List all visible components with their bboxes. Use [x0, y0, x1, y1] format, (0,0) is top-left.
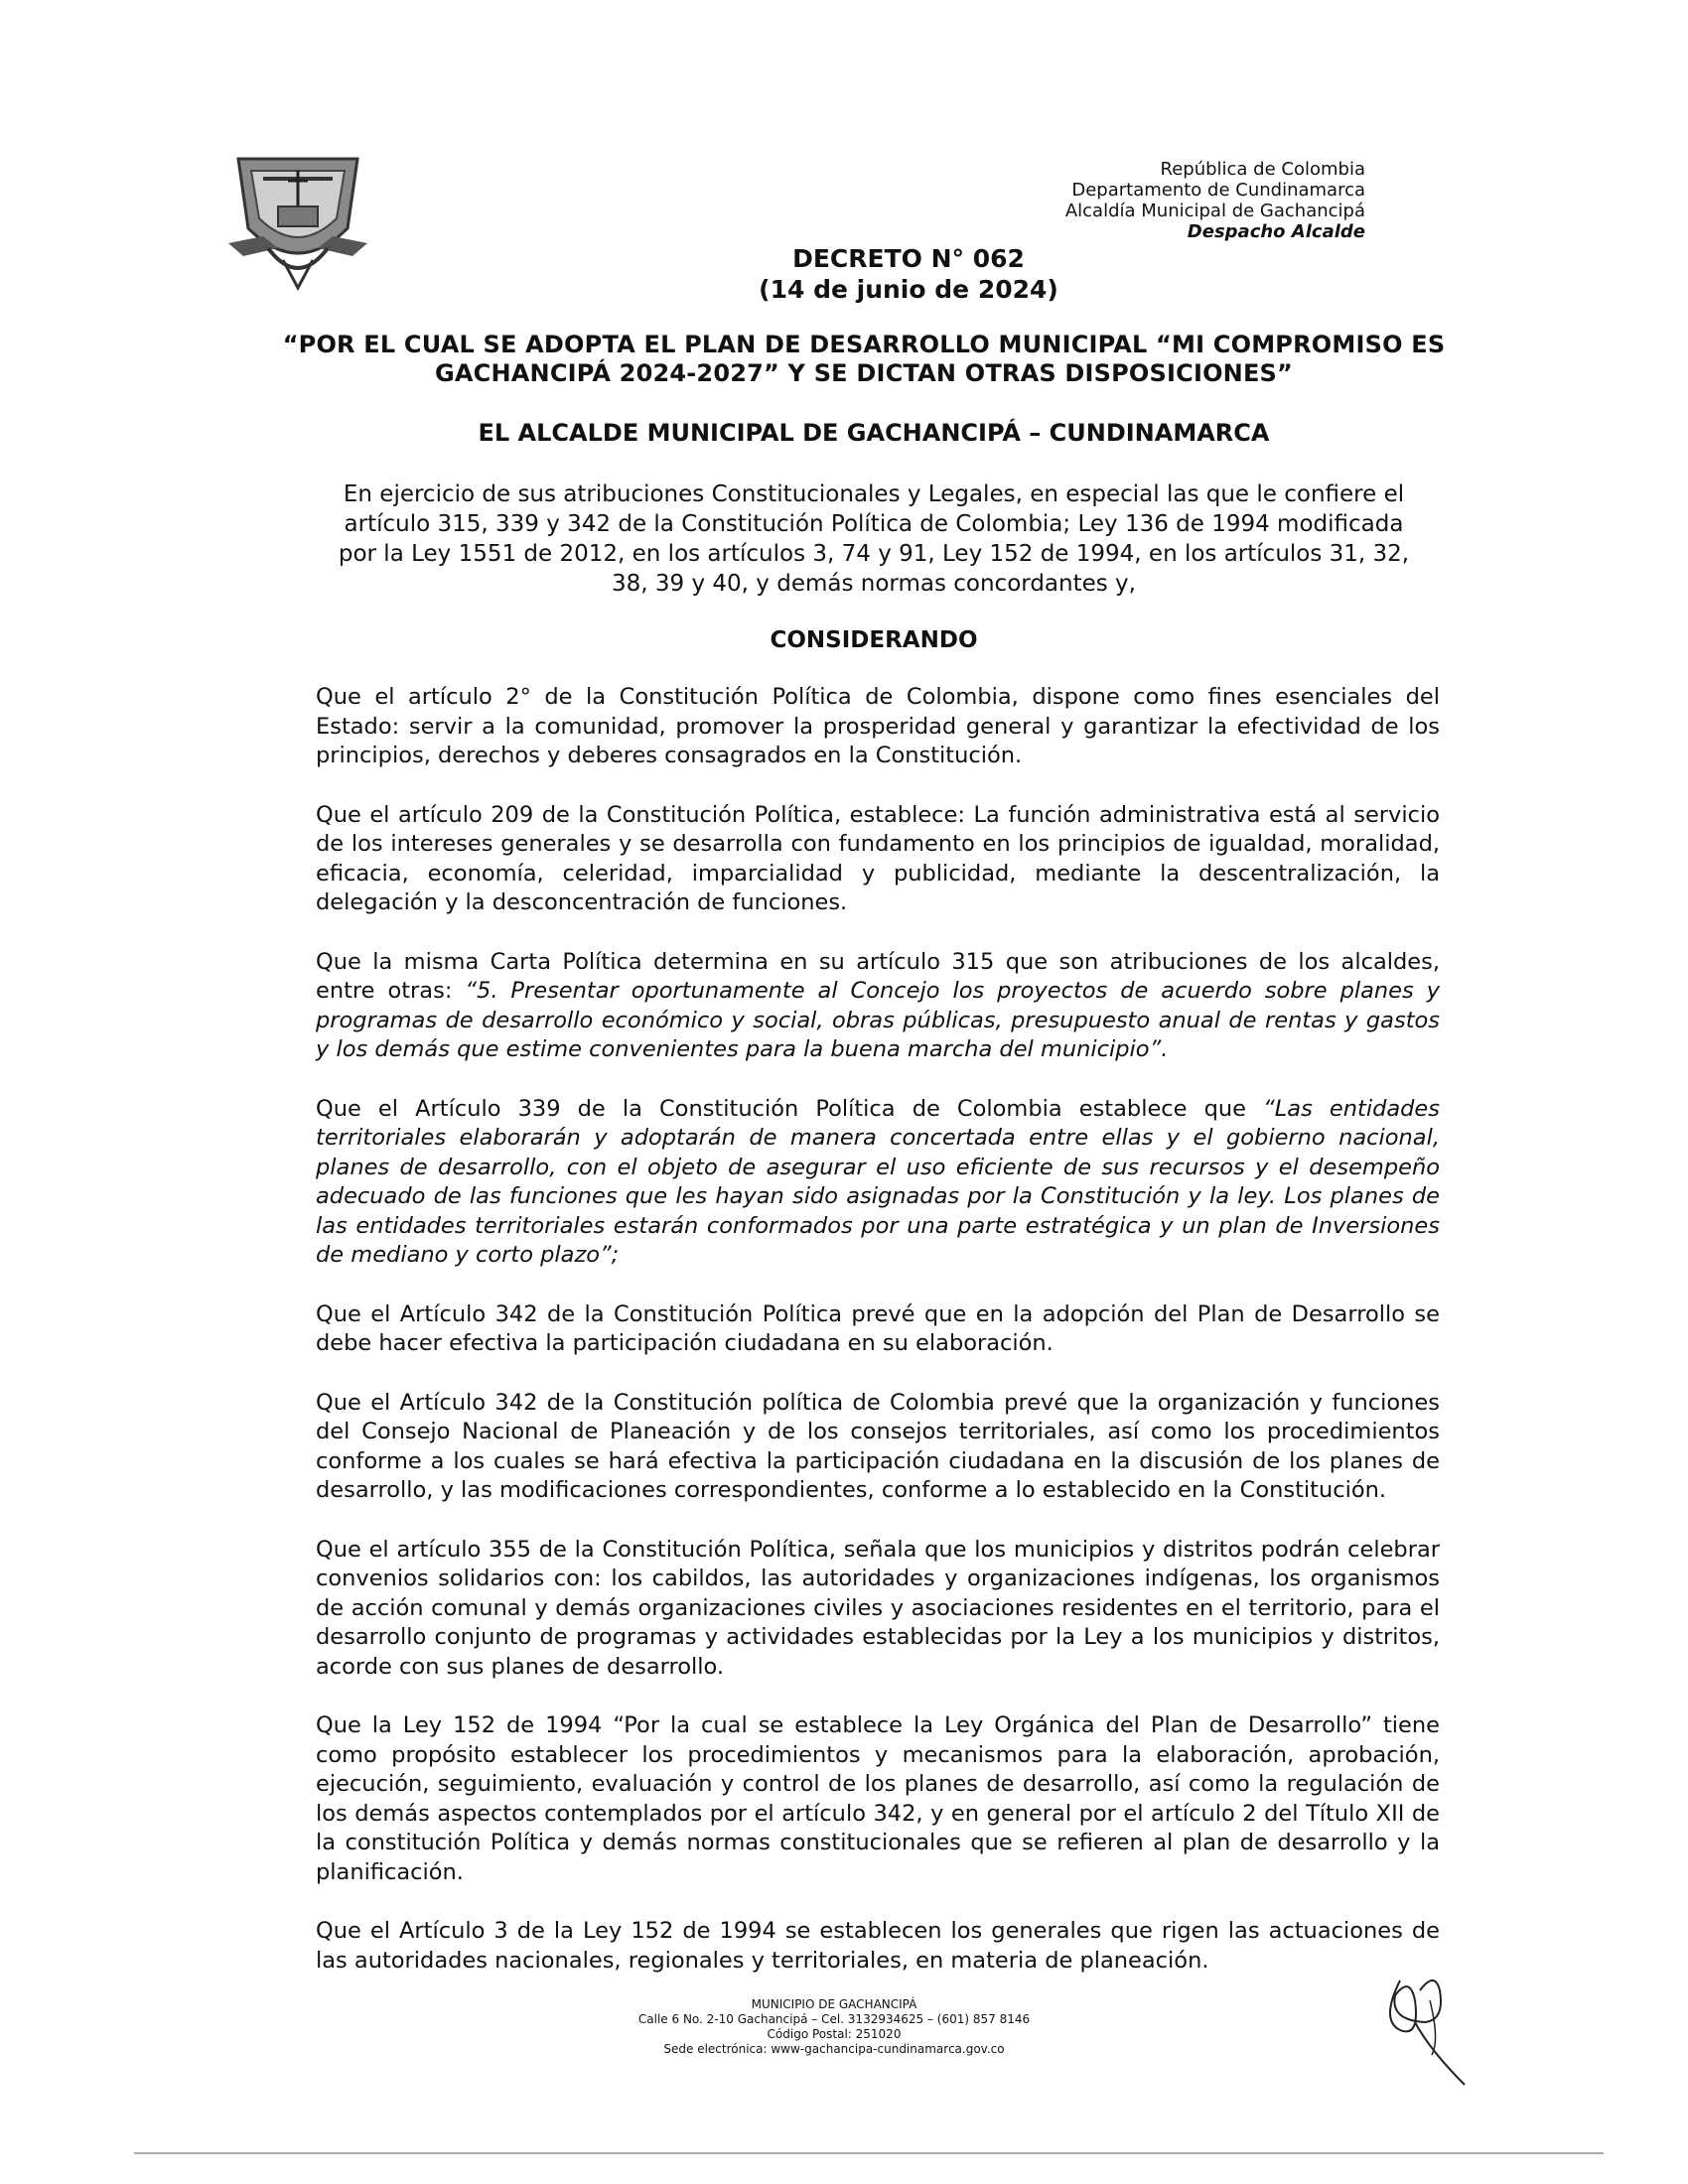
office-label: Despacho Alcalde [1187, 221, 1365, 242]
department-label: Departamento de Cundinamarca [1071, 180, 1365, 201]
paragraph [316, 948, 1440, 1065]
considerando-heading: CONSIDERANDO [770, 627, 978, 653]
preamble-text: En ejercicio de sus atribuciones Constitucionales y Legales, en especial las que le confiere el artículo 315, 339 y 342 de la Constitución Política de Colombia; Ley 136 de 1994 modificada por la Ley 1551 de 2012, en los artículos 3, 74 y 91, Ley 152 de 1994, en los artículos 31, 32, 38, 39 y 40, y demás normas concordantes y, [338, 481, 1410, 597]
bottom-divider [134, 2152, 1604, 2154]
institution-header [1065, 159, 1365, 242]
handwritten-signature [1370, 1961, 1479, 2090]
paragraph [316, 1095, 1440, 1271]
decree-date: (14 de junio de 2024) [759, 275, 1058, 304]
page-footer [556, 1997, 1112, 2057]
decree-heading [715, 243, 1102, 305]
paragraph-quote: “Las entidades territoriales elaborarán y adoptarán de manera concertada entre ellas y el gobierno nacional, planes de desarrollo, con el objeto de asegurar el uso eficiente de sus recursos y el desempeño adecuado de las funciones que les hayan sido asignadas por la Constitución y la ley. Los planes de las entidades territoriales estarán conformados por una parte estratégica y un plan de Inversiones de mediano y corto plazo”; [316, 1095, 1440, 1268]
paragraph: Que el Artículo 342 de la Constitución política de Colombia prevé que la organización y funciones del Consejo Nacional de Planeación y de los consejos territoriales, así como los procedimientos conforme a los cuales se hará efectiva la participación ciudadana en la discusión de los planes de desarrollo, y las modificaciones correspondientes, conforme a lo establecido en la Constitución. [316, 1389, 1440, 1503]
municipal-coat-of-arms [223, 149, 372, 298]
paragraph: Que el artículo 2° de la Constitución Política de Colombia, dispone como fines esenciales del Estado: servir a la comunidad, promover la prosperidad general y garantizar la efectividad de los principios, derechos y deberes consagrados en la Constitución. [316, 684, 1440, 768]
paragraph: Que el Artículo 342 de la Constitución Política prevé que en la adopción del Plan de Desarrollo se debe hacer efectiva la participación ciudadana en su elaboración. [316, 1300, 1440, 1356]
footer-address: Calle 6 No. 2-10 Gachancipá – Cel. 3132934625 – (601) 857 8146 [637, 2012, 1031, 2026]
footer-entity: MUNICIPIO DE GACHANCIPÁ [751, 1997, 917, 2011]
considerations-body [316, 683, 1440, 1976]
issuing-authority: EL ALCALDE MUNICIPAL DE GACHANCIPÁ – CUNDINAMARCA [478, 419, 1270, 447]
decree-title: “POR EL CUAL SE ADOPTA EL PLAN DE DESARROLLO MUNICIPAL “MI COMPROMISO ES GACHANCIPÁ 2024-2027” Y SE DICTAN OTRAS DISPOSICIONES” [282, 331, 1446, 387]
decree-number: DECRETO N° 062 [792, 244, 1025, 273]
footer-website: Sede electrónica: www-gachancipa-cundinamarca.gov.co [663, 2042, 1005, 2056]
paragraph: Que la Ley 152 de 1994 “Por la cual se establece la Ley Orgánica del Plan de Desarrollo” tiene como propósito establecer los procedimientos y mecanismos para la elaboración, aprobación, ejecución, seguimiento, evaluación y control de los planes de desarrollo, así como la regulación de los demás aspectos contemplados por el artículo 342, y en general por el artículo 2 del Título XII de la constitución Política y demás normas constitucionales que se refieren al plan de desarrollo y la planificación. [316, 1712, 1440, 1885]
paragraph-lead: Que la misma Carta Política determina en su artículo 315 que son atribuciones de los alcaldes, entre otras: [316, 948, 1440, 1004]
paragraph: Que el artículo 355 de la Constitución Política, señala que los municipios y distritos podrán celebrar convenios solidarios con: los cabildos, las autoridades y organizaciones indígenas, los organismos de acción comunal y demás organizaciones civiles y asociaciones residentes en el territorio, para el desarrollo conjunto de programas y actividades establecidas por la Ley a los municipios y distritos, acorde con sus planes de desarrollo. [316, 1536, 1440, 1680]
paragraph: Que el Artículo 3 de la Ley 152 de 1994 se establecen los generales que rigen las actuaciones de las autoridades nacionales, regionales y territoriales, en materia de planeación. [316, 1918, 1440, 1974]
paragraph-quote: “5. Presentar oportunamente al Concejo los proyectos de acuerdo sobre planes y programas de desarrollo económico y social, obras públicas, presupuesto anual de rentas y gastos y los demás que estime convenientes para la buena marcha del municipio”. [316, 978, 1441, 1062]
municipality-label: Alcaldía Municipal de Gachancipá [1064, 201, 1365, 221]
paragraph-lead: Que el Artículo 339 de la Constitución Política de Colombia establece que [316, 1095, 1264, 1122]
footer-postal: Código Postal: 251020 [767, 2027, 902, 2041]
country-label: República de Colombia [1160, 159, 1365, 180]
paragraph: Que el artículo 209 de la Constitución Política, establece: La función administrativa está al servicio de los intereses generales y se desarrolla con fundamento en los principios de igualdad, moralidad, eficacia, economía, celeridad, imparcialidad y publicidad, mediante la descentralización, la delegación y la desconcentración de funciones. [316, 801, 1440, 915]
